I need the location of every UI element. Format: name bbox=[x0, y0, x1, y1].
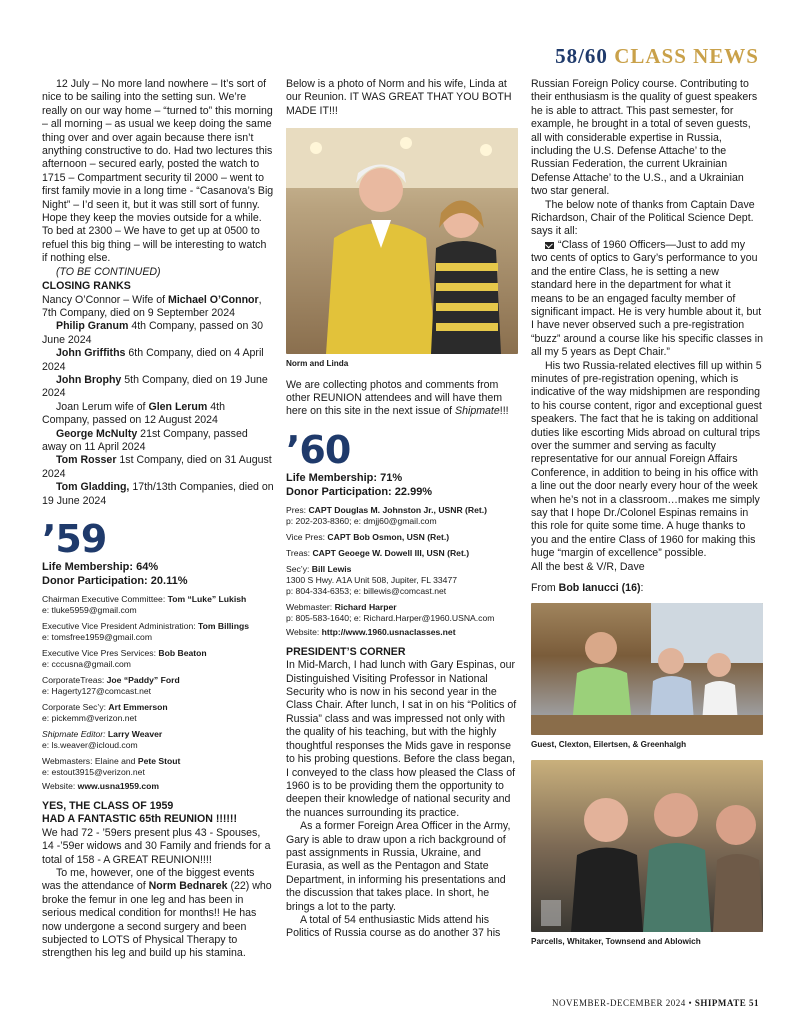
website-link-60[interactable]: http://www.1960.usnaclasses.net bbox=[321, 626, 456, 637]
corner-paragraph-2: As a former Foreign Area Officer in the Army, Gary is able to draw upon a rich background of past assignments in Russia, Ukraine, and Eurasia, as well as the Pentagon and State Department, in informing his presentations and the discussion that takes place. In short, he brings a lot to the party. bbox=[286, 820, 511, 913]
group-photo-2-caption: Parcells, Whitaker, Townsend and Ablowich bbox=[531, 936, 701, 946]
officer-entry: Corporate Sec’y: Art Emmerson e: pickemm@verizon.net bbox=[42, 702, 274, 724]
column-3 bbox=[531, 78, 763, 956]
reunion-paragraph-2: To me, however, one of the biggest events was the attendance of Norm Bednarek (22) who broke the femur in one leg and has been in serious medical condition for months!! He has now undergone a second surgery and been subjected to LOTS of Physical Therapy to strengthen his leg and build up his stamina. bbox=[42, 867, 272, 960]
website-60: Website: http://www.1960.usnaclasses.net bbox=[286, 626, 456, 637]
magazine-name: SHIPMATE bbox=[694, 998, 747, 1008]
website-59: Website: www.usna1959.com bbox=[42, 781, 160, 791]
officer-entry: Executive Vice President Administration: Tom Billings e: tomsfree1959@gmail.com bbox=[42, 621, 274, 643]
closing-rank-entry: Philip Granum 4th Company, passed on 30 June 2024 bbox=[42, 320, 264, 346]
officer-entry: Pres: CAPT Douglas M. Johnston Jr., USNR (Ret.) p: 202-203-8360; e: dmjj60@gmail.com bbox=[286, 505, 518, 527]
officer-entry: Executive Vice Pres Services: Bob Beaton e: cccusna@gmail.com bbox=[42, 648, 274, 670]
group-photo-2-icon bbox=[531, 760, 763, 932]
officer-contact[interactable]: e: ls.weaver@icloud.com bbox=[42, 740, 138, 750]
officer-contact[interactable]: e: Hagerty127@comcast.net bbox=[42, 686, 152, 696]
closing-rank-entry: Tom Rosser 1st Company, died on 31 August 2024 bbox=[42, 454, 272, 480]
from-line: From Bob Ianucci (16): bbox=[531, 582, 644, 595]
group-photo-2 bbox=[531, 760, 763, 932]
closing-rank-entry: Nancy O’Connor – Wife of Michael O’Connor, 7th Company, died on 9 September 2024 bbox=[42, 293, 262, 319]
group-photo-1-icon bbox=[531, 603, 763, 735]
photo-intro: Below is a photo of Norm and his wife, Linda at our Reunion. IT WAS GREAT THAT YOU BOTH MADE IT!!! bbox=[286, 78, 512, 117]
closing-rank-entry: George McNulty 21st Company, passed away on 11 April 2024 bbox=[42, 427, 248, 453]
to-be-continued: (TO BE CONTINUED) bbox=[56, 265, 161, 278]
year-59-heading: ’59 bbox=[42, 517, 107, 561]
life-membership-60: Life Membership: 71% bbox=[286, 471, 403, 484]
donor-participation-60: Donor Participation: 22.99% bbox=[286, 485, 433, 498]
col3-paragraph-2: The below note of thanks from Captain Dave Richardson, Chair of the Political Science Dept. says it all: bbox=[531, 198, 755, 238]
closing-rank-entry: John Griffiths 6th Company, died on 4 April 2024 bbox=[42, 347, 264, 373]
signoff: All the best & V/R, Dave bbox=[531, 560, 645, 573]
presidents-corner-heading: PRESIDENT’S CORNER bbox=[286, 645, 406, 658]
officer-entry: Chairman Executive Committee: Tom “Luke” Lukish e: tluke5959@gmail.com bbox=[42, 594, 274, 616]
officers-59 bbox=[42, 594, 274, 778]
closing-rank-entry: Tom Gladding, 17th/13th Companies, died on 19 June 2024 bbox=[42, 481, 274, 507]
closing-ranks-heading: CLOSING RANKS bbox=[42, 280, 131, 293]
reunion-heading: YES, THE CLASS OF 1959 HAD A FANTASTIC 65th REUNION !!!!!! bbox=[42, 800, 237, 826]
officer-contact[interactable]: e: pickemm@verizon.net bbox=[42, 713, 137, 723]
officer-entry: Sec’y: Bill Lewis 1300 S Hwy. A1A Unit 508, Jupiter, FL 33477 p: 804-334-6353; e: billewis@comcast.net bbox=[286, 564, 518, 597]
class-number: 58/60 bbox=[555, 44, 608, 68]
collecting-paragraph: We are collecting photos and comments from other REUNION attendees and will have them here on this site in the next issue of Shipmate!!! bbox=[286, 378, 509, 418]
officer-contact[interactable]: e: estout3915@verizon.net bbox=[42, 767, 145, 777]
officer-entry: Vice Pres: CAPT Bob Osmon, USN (Ret.) bbox=[286, 531, 450, 542]
corner-paragraph-3: A total of 54 enthusiastic Mids attend his Politics of Russia course as do another 37 his bbox=[286, 913, 501, 940]
reunion-paragraph-1: We had 72 - ’59ers present plus 43 - Spouses, 14 -’59er widows and 30 Family and friends for a total of 158 - A GREAT REUNION!!!! bbox=[42, 826, 271, 866]
officer-contact[interactable]: e: tomsfree1959@gmail.com bbox=[42, 632, 152, 642]
group-photo-1-caption: Guest, Clexton, Eilertsen, & Greenhalgh bbox=[531, 740, 687, 750]
officer-contact[interactable]: p: 805-583-1640; e: Richard.Harper@1960.USNA.com bbox=[286, 612, 495, 623]
page-title bbox=[555, 44, 759, 69]
officer-entry: CorporateTreas: Joe “Paddy” Ford e: Hagerty127@comcast.net bbox=[42, 675, 274, 697]
officers-60 bbox=[286, 505, 518, 624]
officer-entry: Webmaster: Richard Harper p: 805-583-1640; e: Richard.Harper@1960.USNA.com bbox=[286, 602, 518, 624]
donor-participation-59: Donor Participation: 20.11% bbox=[42, 575, 188, 587]
section-title: CLASS NEWS bbox=[614, 44, 759, 68]
page-number: 51 bbox=[749, 998, 759, 1008]
col3-paragraph-1: Russian Foreign Policy course. Contributing to their enthusiasm is the quality of guest speakers he is able to attract. This past semester, for example, he brought in a total of seven guests, all with considerable expertise in Russia, including the U.S. Defense Attache’ to the Russian Federation, the current Ukrainian Defense Attache’ to the U.S., and a Ukrainian two star general. bbox=[531, 78, 758, 198]
closing-ranks-list bbox=[42, 294, 274, 509]
photo-caption: Norm and Linda bbox=[286, 359, 349, 369]
photo-illustration-icon bbox=[286, 128, 518, 354]
officer-contact[interactable]: e: tluke5959@gmail.com bbox=[42, 605, 137, 615]
page-footer bbox=[552, 998, 759, 1008]
life-membership-59: Life Membership: 64% bbox=[42, 561, 159, 573]
officer-contact[interactable]: p: 804-334-6353; e: billewis@comcast.net bbox=[286, 585, 447, 596]
group-photo-1 bbox=[531, 603, 763, 735]
mail-icon bbox=[545, 242, 554, 249]
website-link-59[interactable]: www.usna1959.com bbox=[77, 781, 160, 791]
closing-rank-entry: Joan Lerum wife of Glen Lerum 4th Company, passed on 12 August 2024 bbox=[42, 400, 225, 427]
closing-rank-entry: John Brophy 5th Company, died on 19 June 2024 bbox=[42, 373, 268, 400]
officer-contact[interactable]: e: cccusna@gmail.com bbox=[42, 659, 131, 669]
col3-paragraph-4: His two Russia-related electives fill up within 5 minutes of pre-registration opening, which is indicative of the way midshipmen are responding to his course content, rigor and exceptional guest speakers. The fact that he is taking on additional duties like escorting Mids abroad on cultural trips over the summer and serving as faculty representative for our annual Foreign Affairs Conference, in addition to being in his office with a line out the door nearly every hour of the week when he’s not in a classroom…makes me simply say that I hope Dr./Colonel Espinas remains in this role for quite some time. A huge thanks to you and the entire Class of 1960 for making this huge “margin of excellence” possible. bbox=[531, 359, 762, 560]
col3-quote: “Class of 1960 Officers—Just to add my two cents of optics to Gary’s performance to you and the entire Class, he is setting a new standard here in the department for what it means to be an engaged faculty member of significant impact. He is very humble about it, but I have never observed such a pre-registration “buzz” around a course like his specific classes in all my 5 years as Dept Chair.” bbox=[531, 238, 763, 359]
column-2 bbox=[286, 78, 518, 941]
officer-entry: Webmasters: Elaine and Pete Stout e: estout3915@verizon.net bbox=[42, 756, 274, 778]
column-1 bbox=[42, 78, 274, 961]
norm-and-linda-photo bbox=[286, 128, 518, 354]
issue-date: NOVEMBER-DECEMBER 2024 • bbox=[552, 998, 695, 1008]
officer-contact[interactable]: p: 202-203-8360; e: dmjj60@gmail.com bbox=[286, 515, 437, 526]
corner-paragraph-1: In Mid-March, I had lunch with Gary Espinas, our Distinguished Visiting Professor in National Security who is now in his second year in the Class Chair. After lunch, I sat in on his “Politics of Russia” class and was impressed not only with the quality of his teaching, but with the highly thoughtful responses the Mids gave in response to his probing questions. Before the class began, I conveyed to the class how pleased the Class of 1960 is to be providing them the opportunity to deepen their knowledge of national security and the nuances surrounding its practice. bbox=[286, 659, 517, 819]
officer-entry: Treas: CAPT Geoege W. Dowell III, USN (Ret.) bbox=[286, 547, 470, 558]
officer-entry: Shipmate Editor: Larry Weaver e: ls.weaver@icloud.com bbox=[42, 729, 274, 751]
diary-paragraph: 12 July – No more land nowhere – It’s sort of nice to be sailing into the setting sun. We’re really on our way home – “turned to” this morning – all morning – as usual we keep doing the same thing over and over again because there isn’t anything constructive to do. Had two lectures this afternoon – secured early, posted the watch to 1715 – Compartment security til 2000 – went to first family movie in a long time - “Casanova’s Big Night” – I’d seen it, but it was still sort of funny. Hope they keep the movies outside for a while. To bed at 2300 – We have to get up at 0500 to refuel this big thing – will be interesting to watch if nothing else. bbox=[42, 78, 274, 265]
year-60-heading: ’60 bbox=[286, 427, 351, 472]
officer-contact[interactable]: 1300 S Hwy. A1A Unit 508, Jupiter, FL 33477 bbox=[286, 574, 458, 585]
